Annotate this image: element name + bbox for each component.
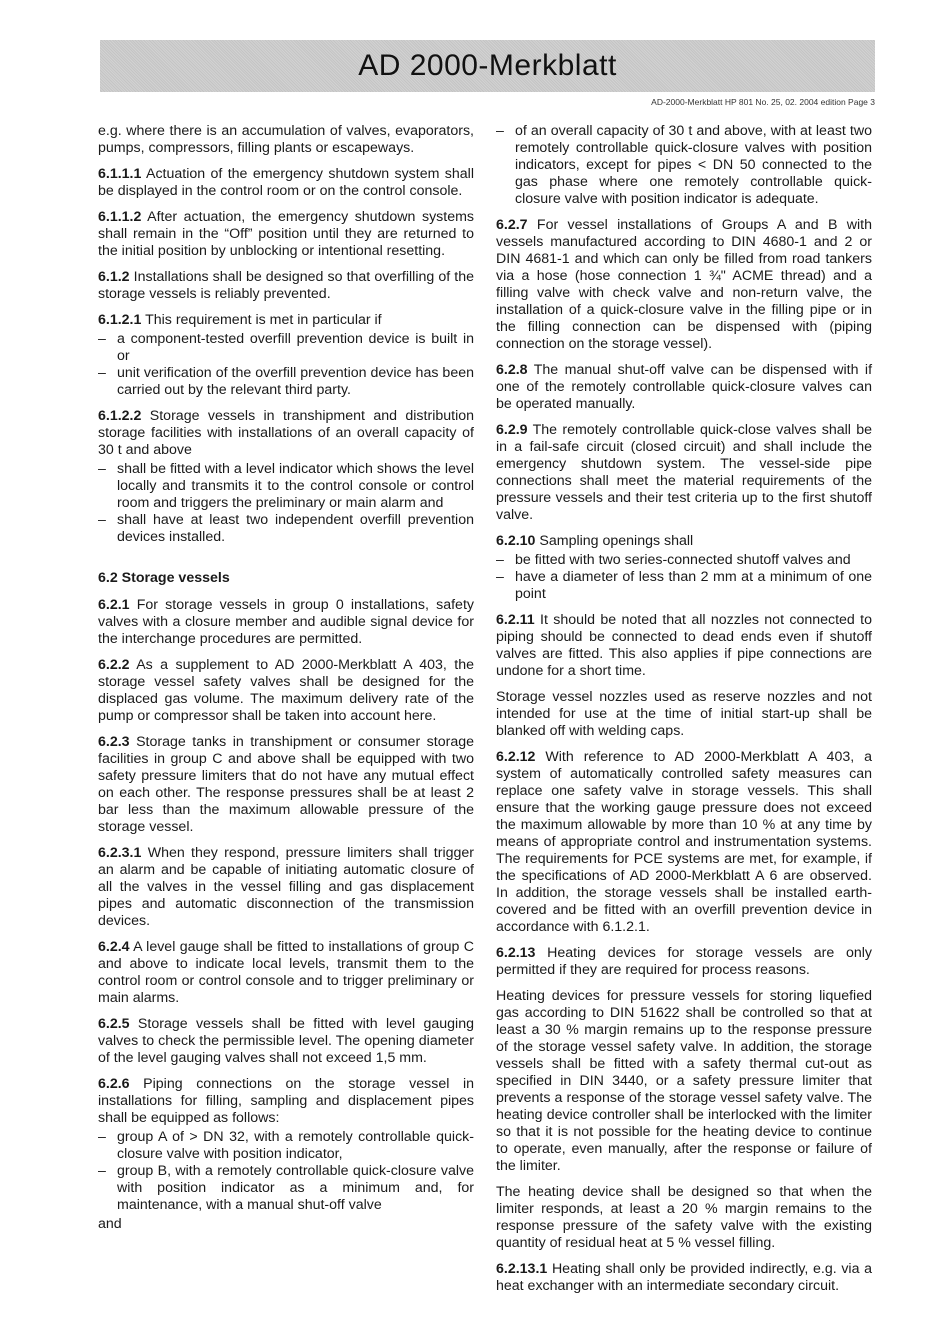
section-6-2-8 [496,362,872,413]
section-6-1-2-1 [98,312,474,329]
section-text: Heating shall only be provided indirectly, e.g. via a heat exchanger with an intermediate secondary circuit. [496,1261,872,1294]
paragraph: e.g. where there is an accumulation of valves, evaporators, pumps, compressors, filling plants or escapeways. [98,123,474,156]
left-column [98,123,474,1242]
paragraph: and [98,1216,122,1232]
section-text: Storage vessels shall be fitted with level gauging valves to check the permissible level. The opening diameter of the level gauging valves shall not exceed 1,5 mm. [98,1016,474,1066]
section-number: 6.2.11 [496,612,535,628]
list-item: – unit verification of the overfill prevention device has been carried out by the relevant third party. [98,365,474,399]
section-text: This requirement is met in particular if [145,312,382,328]
section-number: 6.2.10 [496,533,536,549]
section-6-2-4 [98,939,474,1007]
list-item: – group B, with a remotely controllable quick-closure valve with position indicator as a minimum and, for maintenance, with a manual shut-off valve [98,1163,474,1214]
section-number: 6.2.2 [98,657,130,673]
section-6-1-2-2 [98,408,474,459]
dash-list [496,123,872,208]
list-item: – shall have at least two independent overfill prevention devices installed. [98,512,474,546]
section-6-2-13-1 [496,1261,872,1295]
section-number: 6.2.7 [496,217,528,233]
section-6-2-1 [98,597,474,648]
section-text: A level gauge shall be fitted to installations of group C and above to indicate local levels, transmit them to the control room or control console and to trigger preliminary or main alarms. [98,939,474,1006]
list-item: – shall be fitted with a level indicator which shows the level locally and transmits it to the control console or control room and triggers the preliminary or main alarm and [98,461,474,512]
section-number: 6.2.3.1 [98,845,142,861]
paragraph: Storage vessel nozzles used as reserve nozzles and not intended for use at the time of initial start-up shall be blanked off with welding caps. [496,689,872,739]
section-text: With reference to AD 2000-Merkblatt A 403, a system of automatically controlled safety measures can replace one safety valve in storage vessels. This shall ensure that the working gauge pressure does not exceed the maximum allowable by more than 10 % at any time by means of appropriate control and instrumentation systems. The requirements for PCE systems are met, for example, if the specifications of AD 2000-Merkblatt A 6 are observed. In addition, the storage vessels shall be installed earth-covered and be fitted with an overfill prevention device in accordance with 6.1.2.1. [496,749,872,935]
document-title: AD 2000-Merkblatt [358,49,617,82]
section-6-2-5 [98,1016,474,1067]
section-number: 6.2.9 [496,422,528,438]
section-text: When they respond, pressure limiters shall trigger an alarm and be capable of initiating automatic closure of all the valves in the vessel filling and gas displacement pipes and automatic disconnection of the transmission devices. [98,845,474,929]
section-number: 6.2.13.1 [496,1261,548,1277]
section-number: 6.1.1.2 [98,209,142,225]
dash-list [98,1129,474,1214]
section-6-2-3-1 [98,845,474,930]
section-text: It should be noted that all nozzles not connected to piping should be connected to dead ends even if shutoff valves are fitted. This also applies if pipe connections are undone for a short time. [496,612,872,679]
section-text: The remotely controllable quick-close valves shall be in a fail-safe circuit (closed circuit) and shall include the emergency shutdown system. The vessel-side pipe connections shall meet the material requirements of the pressure vessels and their test criteria up to the first shutoff valve. [496,422,873,523]
section-text: For storage vessels in group 0 installations, safety valves with a closure member and audible signal device for the interchange procedures are permitted. [98,597,474,647]
section-6-2-2 [98,657,474,725]
section-6-2-10 [496,533,872,550]
section-number: 6.2.4 [98,939,130,955]
section-number: 6.2.13 [496,945,536,961]
section-number: 6.1.2 [98,269,130,285]
section-6-2-9 [496,422,872,524]
section-number: 6.2.3 [98,734,130,750]
section-number: 6.2.6 [98,1076,130,1092]
section-number: 6.2.8 [496,362,528,378]
section-text: Storage tanks in transhipment or consumer storage facilities in group C and above shall be equipped with two safety pressure limiters that do not have any mutual effect on each other. The response pressures shall be at least 2 bar less than the maximum allowable pressure of the storage vessel. [98,734,474,835]
section-number: 6.1.2.2 [98,408,142,424]
section-6-2-13 [496,945,872,979]
list-item: – be fitted with two series-connected shutoff valves and [496,552,872,569]
dash-list [98,331,474,399]
section-number: 6.2.5 [98,1016,130,1032]
running-head: AD-2000-Merkblatt HP 801 No. 25, 02. 2004 edition Page 3 [651,97,875,107]
section-6-1-1-2 [98,209,474,260]
section-6-2-11 [496,612,872,680]
header-banner [100,40,875,92]
section-6-2-6 [98,1076,474,1127]
dash-list [98,461,474,546]
section-heading-6-2: 6.2 Storage vessels [98,570,230,586]
dash-list [496,552,872,603]
section-number: 6.2.1 [98,597,130,613]
section-text: The manual shut-off valve can be dispensed with if one of the remotely controllable quick-closure valves can be operated manually. [496,362,873,412]
section-text: Sampling openings shall [539,533,694,549]
list-item: – group A of > DN 32, with a remotely controllable quick-closure valve with position indicator, [98,1129,474,1163]
paragraph: Heating devices for pressure vessels for storing liquefied gas according to DIN 51622 shall be controlled so that at least a 30 % margin remains up to the response pressure of the storage vessel safety valve. In addition, the storage vessels shall be fitted with a safety thermal cut-out as specified in DIN 3440, or a safety pressure limiter that prevents a response of the storage vessel safety valve. The heating device controller shall be interlocked with the limiter so that it is not possible for the heating device to continue to operate, even manually, after the response or failure of the limiter. [496,988,872,1174]
paragraph: The heating device shall be designed so that when the limiter responds, at least a 20 % margin remains to the response pressure of the safety valve with the existing quantity of residual heat at 5 % vessel filling. [496,1184,872,1251]
section-text: For vessel installations of Groups A and B with vessels manufactured according to DIN 4680-1 and 2 or DIN 4681-1 and which can only be filled from road tankers via a hose (hose connection 1 ¾" ACME thread) and a filling valve with check valve and non-return valve, the installation of a quick-closure valve in the filling pipe or in the filling connection can be dispensed with (piping connection on the storage vessel). [496,217,872,352]
section-6-2-7 [496,217,872,353]
section-text: Storage vessels in transhipment and distribution storage facilities with installations of an overall capacity of 30 t and above [98,408,475,458]
section-number: 6.1.2.1 [98,312,142,328]
section-text: As a supplement to AD 2000-Merkblatt A 403, the storage vessel safety valves shall be designed for the displaced gas volume. The maximum delivery rate of the pump or compressor shall be taken into account here. [98,657,474,724]
section-text: Piping connections on the storage vessel in installations for filling, sampling and displacement pipes shall be equipped as follows: [98,1076,474,1126]
section-text: Heating devices for storage vessels are only permitted if they are required for process reasons. [496,945,872,978]
section-text: Actuation of the emergency shutdown system shall be displayed in the control room or on the control console. [98,166,474,199]
section-number: 6.2.12 [496,749,536,765]
right-column [496,123,872,1304]
section-6-2-12 [496,749,872,936]
list-item: – a component-tested overfill prevention device is built in or [98,331,474,365]
section-text: Installations shall be designed so that overfilling of the storage vessels is reliably prevented. [98,269,474,302]
section-text: After actuation, the emergency shutdown systems shall remain in the “Off” position until they are returned to the initial position by unblocking or intentional resetting. [98,209,474,259]
list-item: – of an overall capacity of 30 t and above, with at least two remotely controllable quick-closure valves with position indicators, except for pipes < DN 50 connected to the gas phase where one remotely controllable quick-closure valve with position indicator is adequate. [496,123,872,208]
section-6-1-2 [98,269,474,303]
section-6-1-1-1 [98,166,474,200]
list-item: – have a diameter of less than 2 mm at a minimum of one point [496,569,872,603]
section-number: 6.1.1.1 [98,166,142,182]
section-6-2-3 [98,734,474,836]
